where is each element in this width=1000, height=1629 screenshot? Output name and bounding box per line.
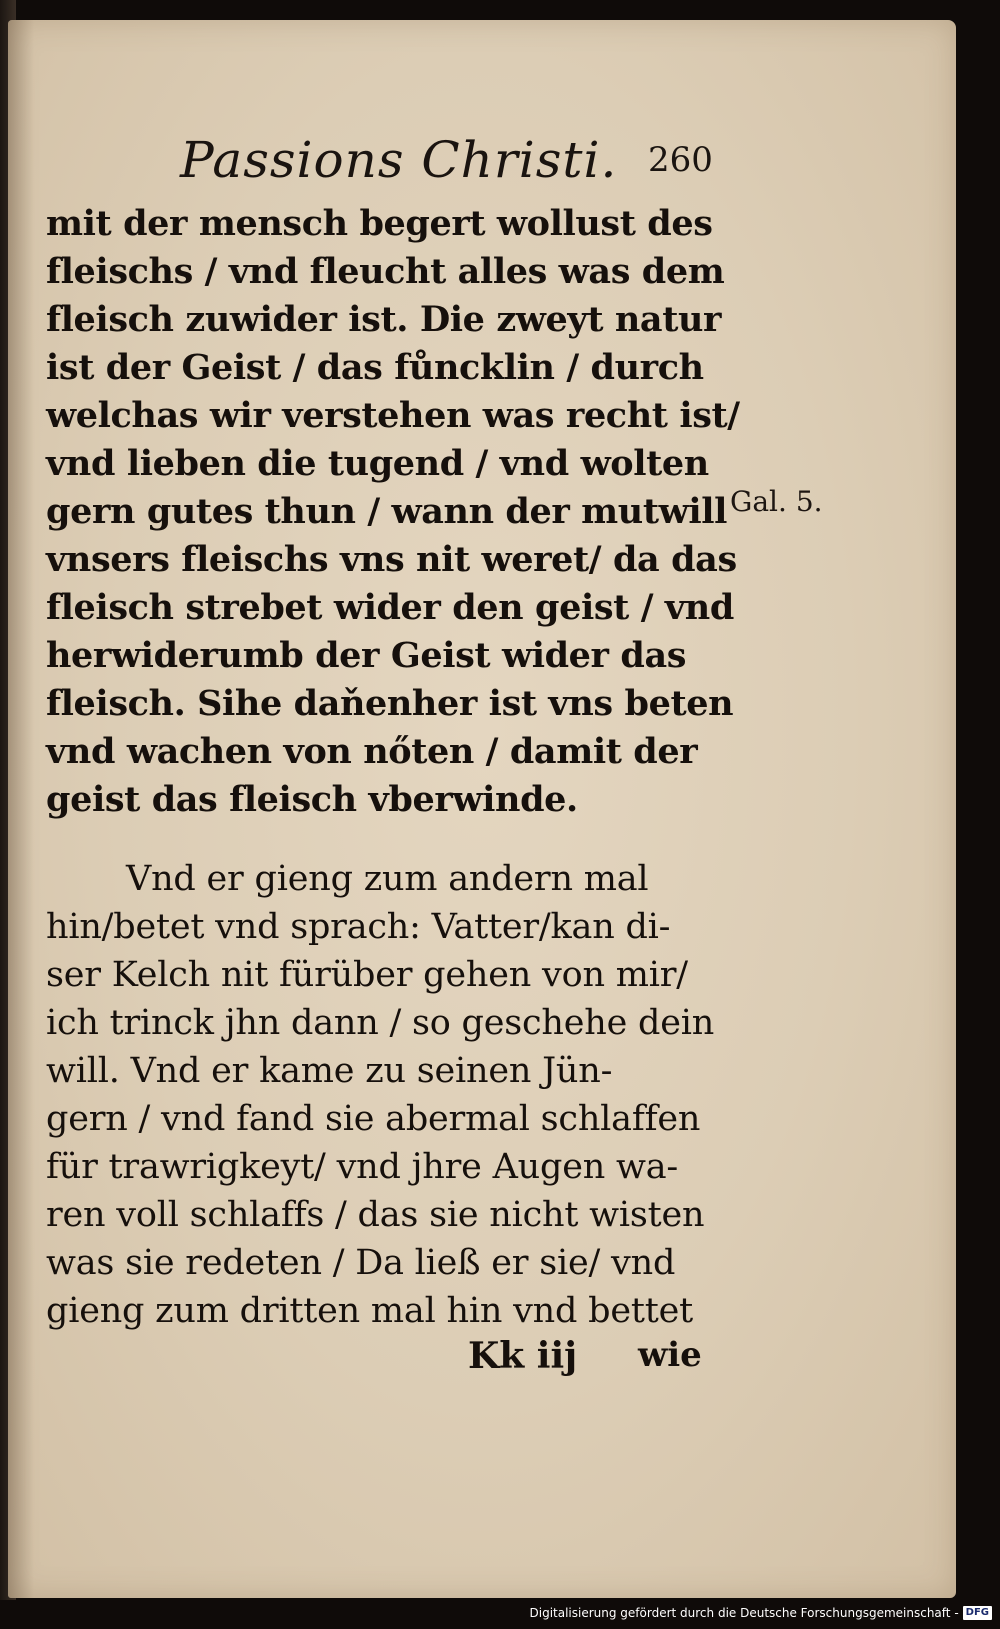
signature-mark: Kk iij <box>468 1335 578 1377</box>
text-line: welchas wir verstehen was recht ist/ <box>46 395 740 436</box>
text-line: gern gutes thun / wann der mutwill <box>46 491 728 532</box>
funding-credit: Digitalisierung gefördert durch die Deutsche Forschungsgemeinschaft - <box>529 1606 959 1620</box>
paragraph-2 <box>46 855 726 1335</box>
book-page <box>8 20 956 1598</box>
text-line: will. Vnd er kame zu seinen Jün- <box>46 1051 613 1091</box>
text-line: ist der Geist / das fůncklin / durch <box>46 347 704 388</box>
text-line: ser Kelch nit fürüber gehen von mir/ <box>46 955 688 995</box>
text-line: gieng zum dritten mal hin vnd bettet <box>46 1291 693 1331</box>
text-line: vnd wachen von nőten / damit der <box>46 731 698 772</box>
text-line: fleisch strebet wider den geist / vnd <box>46 587 734 628</box>
catchword: wie <box>638 1335 702 1375</box>
text-line: mit der mensch begert wollust des <box>46 203 713 244</box>
text-line: was sie redeten / Da ließ er sie/ vnd <box>46 1243 676 1283</box>
paragraph-1 <box>46 200 740 824</box>
text-line: vnsers fleischs vns nit weret/ da das <box>46 539 737 580</box>
dfg-logo: DFG <box>963 1606 992 1620</box>
text-line: ich trinck jhn dann / so geschehe dein <box>46 1003 715 1043</box>
text-line: vnd lieben die tugend / vnd wolten <box>46 443 709 484</box>
text-line: gern / vnd fand sie abermal schlaffen <box>46 1099 701 1139</box>
text-line: herwiderumb der Geist wider das <box>46 635 687 676</box>
text-line: geist das fleisch vberwinde. <box>46 779 578 820</box>
text-line: ren voll schlaffs / das sie nicht wisten <box>46 1195 705 1235</box>
text-line: für trawrigkeyt/ vnd jhre Augen wa- <box>46 1147 679 1187</box>
text-line: hin/betet vnd sprach: Vatter/kan di- <box>46 907 671 947</box>
page-number: 260 <box>648 140 713 180</box>
text-line: Vnd er gieng zum andern mal <box>126 859 649 899</box>
running-head-title: Passions Christi. <box>180 131 618 189</box>
page-header <box>8 130 956 190</box>
signature-line <box>468 1335 708 1385</box>
digitization-footer <box>530 1603 993 1623</box>
text-line: fleischs / vnd fleucht alles was dem <box>46 251 725 292</box>
margin-note: Gal. 5. <box>730 485 823 518</box>
text-line: fleisch. Sihe daňenher ist vns beten <box>46 683 734 724</box>
text-line: fleisch zuwider ist. Die zweyt natur <box>46 299 722 340</box>
